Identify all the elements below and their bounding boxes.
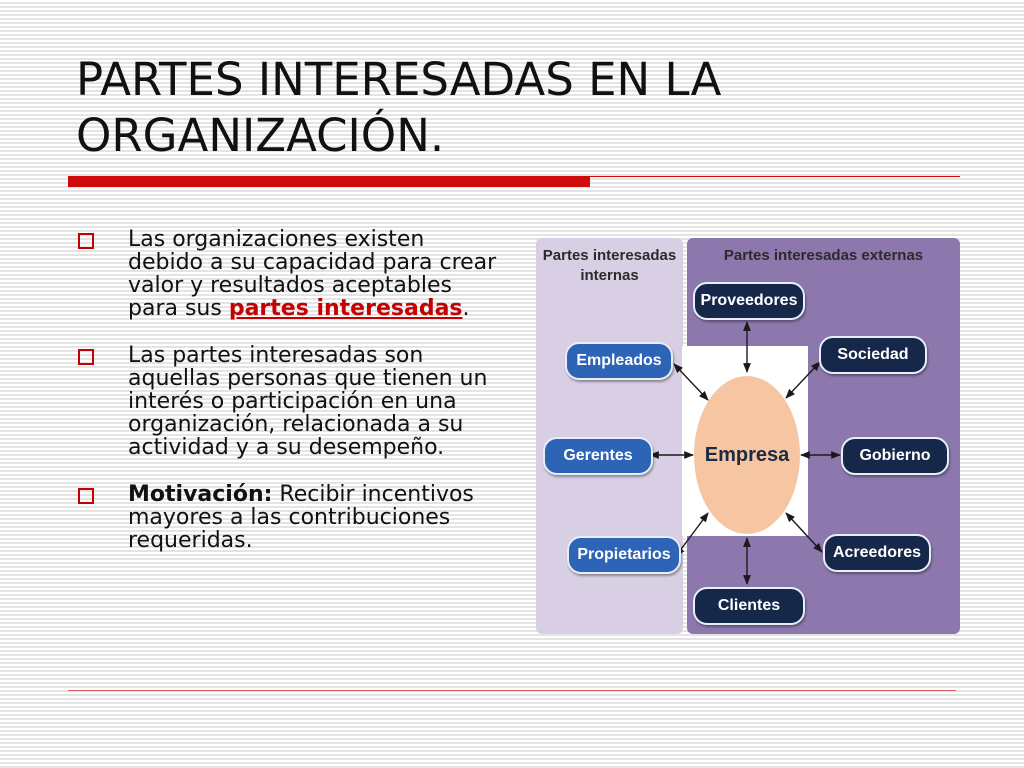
gobierno-node: Gobierno: [841, 437, 949, 475]
acreedores-node: Acreedores: [823, 534, 931, 572]
bullet-item: [76, 344, 506, 459]
footer-rule: [68, 690, 956, 691]
sociedad-node: Sociedad: [819, 336, 927, 374]
motivacion-label: Motivación:: [128, 482, 273, 507]
bullet-list: [76, 228, 506, 576]
internal-stakeholders-panel: [536, 238, 683, 634]
stakeholders-diagram: [536, 238, 960, 636]
bullet-item: [76, 228, 506, 320]
square-bullet-icon: [78, 349, 94, 365]
square-bullet-icon: [78, 488, 94, 504]
clientes-node: Clientes: [693, 587, 805, 625]
slide-title: PARTES INTERESADAS EN LA ORGANIZACIÓN.: [76, 53, 722, 162]
bullet-text: Las partes interesadas son aquellas personas que tienen un interés o participación en una organización, relacionada a su actividad y a su desempeño.: [128, 343, 488, 460]
empleados-node: Empleados: [565, 342, 673, 380]
external-heading: Partes interesadas externas: [723, 247, 924, 264]
title-underline-thin: [590, 176, 960, 177]
bullet-item: [76, 483, 506, 552]
bullet-text: Las organizaciones existen debido a su capacidad para crear valor y resultados aceptables para sus: [128, 227, 497, 321]
proveedores-node: Proveedores: [693, 282, 805, 320]
bullet-text: Recibir incentivos mayores a las contribuciones requeridas.: [128, 482, 474, 553]
gerentes-node: Gerentes: [543, 437, 653, 475]
internal-heading: Partes interesadas internas: [542, 247, 677, 284]
empresa-node: Empresa: [694, 376, 800, 534]
bullet-text-end: .: [462, 296, 470, 321]
propietarios-node: Propietarios: [567, 536, 681, 574]
partes-interesadas-link[interactable]: partes interesadas: [228, 296, 463, 321]
title-underline: [68, 176, 590, 187]
square-bullet-icon: [78, 233, 94, 249]
